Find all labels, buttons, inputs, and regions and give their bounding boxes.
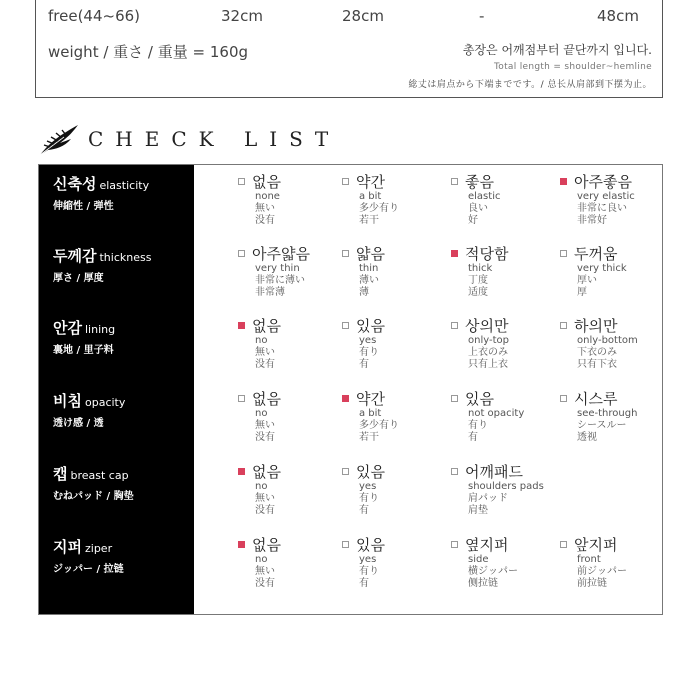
option-label-ko: 아주좋음 [574, 173, 632, 191]
option-translation-line: elastic [468, 191, 501, 202]
size-cell: free(44~66) [48, 7, 141, 25]
checklist-option[interactable] [342, 173, 452, 227]
checkbox-icon[interactable] [238, 178, 245, 185]
option-translation-line: 没有 [255, 578, 275, 589]
checkbox-icon[interactable] [451, 395, 458, 402]
checkbox-icon[interactable] [342, 541, 349, 548]
option-translation-line: 無い [255, 203, 275, 214]
option-translation-line: shoulders pads [468, 481, 544, 492]
row-label-sub: ジッパー / 拉链 [53, 564, 124, 575]
option-translation-line: no [255, 335, 268, 346]
row-label-ko: 지퍼 [53, 538, 82, 556]
option-translation-line: 有り [359, 566, 379, 577]
option-label-ko: 두꺼움 [574, 245, 618, 263]
option-label-ko: 상의만 [465, 317, 509, 335]
size-cell: 48cm [597, 7, 639, 25]
option-translation-line: 非常に良い [577, 203, 627, 214]
checkbox-icon[interactable] [451, 322, 458, 329]
option-heading [451, 173, 561, 191]
option-translation-line: no [255, 408, 268, 419]
option-heading [238, 173, 348, 191]
option-heading [451, 390, 561, 408]
checklist-option[interactable] [238, 173, 348, 227]
option-label-ko: 없음 [252, 463, 281, 481]
row-label-ko: 두께감 [53, 247, 97, 265]
option-translations [468, 335, 561, 371]
checked-box-icon[interactable] [238, 541, 245, 548]
option-translations [359, 554, 452, 590]
option-translation-line: 厚い [577, 275, 597, 286]
option-label-ko: 약간 [356, 173, 385, 191]
checklist-option[interactable] [238, 536, 348, 590]
option-translation-line: 没有 [255, 505, 275, 516]
option-translation-line: very elastic [577, 191, 635, 202]
option-heading [342, 390, 452, 408]
checkbox-icon[interactable] [560, 322, 567, 329]
option-heading [238, 245, 348, 263]
size-row [48, 7, 658, 29]
option-translations [255, 335, 348, 371]
option-label-ko: 있음 [356, 536, 385, 554]
option-translation-line: 多少有り [359, 420, 399, 431]
option-translations [255, 554, 348, 590]
row-label-en: ziper [84, 542, 113, 555]
option-translation-line: シースルー [577, 420, 627, 431]
length-note-ko: 총장은 어깨점부터 끝단까지 입니다. [462, 43, 652, 57]
checklist-option[interactable] [342, 245, 452, 299]
option-translation-line: 肩パッド [468, 493, 508, 504]
option-heading [451, 536, 561, 554]
option-label-ko: 옆지퍼 [465, 536, 509, 554]
option-heading [238, 536, 348, 554]
checklist-row [39, 237, 662, 309]
option-translation-line: none [255, 191, 280, 202]
option-label-ko: 시스루 [574, 390, 618, 408]
option-translations [468, 554, 561, 590]
option-translation-line: 下衣のみ [577, 347, 617, 358]
option-translation-line: 非常好 [577, 215, 607, 226]
option-translation-line: 非常に薄い [255, 275, 305, 286]
option-translation-line: 没有 [255, 215, 275, 226]
option-translations [577, 408, 670, 444]
row-label [53, 173, 149, 212]
checklist-option[interactable] [560, 317, 670, 371]
checked-box-icon[interactable] [238, 468, 245, 475]
option-translation-line: only-top [468, 335, 509, 346]
option-translation-line: front [577, 554, 601, 565]
option-translations [577, 263, 670, 299]
row-label-main [53, 463, 134, 484]
checklist-row [39, 309, 662, 381]
size-cell: 32cm [221, 7, 263, 25]
checklist-table [38, 164, 663, 615]
option-heading [342, 463, 452, 481]
option-heading [342, 173, 452, 191]
option-translation-line: 有 [359, 578, 369, 589]
checkbox-icon[interactable] [451, 178, 458, 185]
option-translations [468, 191, 561, 227]
option-label-ko: 앞지퍼 [574, 536, 618, 554]
option-translation-line: 厚 [577, 287, 587, 298]
option-translation-line: thick [468, 263, 493, 274]
checklist-option[interactable] [238, 463, 348, 517]
checkbox-icon[interactable] [342, 178, 349, 185]
checklist-option[interactable] [238, 245, 348, 299]
option-translation-line: 有 [468, 432, 478, 443]
row-label-sub: 裏地 / 里子料 [53, 345, 114, 356]
option-heading [560, 390, 670, 408]
checkbox-icon[interactable] [451, 468, 458, 475]
option-translations [577, 554, 670, 590]
option-translations [468, 481, 561, 517]
option-translations [577, 191, 670, 227]
option-heading [560, 317, 670, 335]
option-translation-line: 透视 [577, 432, 597, 443]
option-translations [359, 335, 452, 371]
option-label-ko: 있음 [465, 390, 494, 408]
option-translations [255, 263, 348, 299]
checklist-row [39, 455, 662, 527]
option-translations [359, 408, 452, 444]
checklist-row [39, 528, 662, 600]
checklist-row [39, 165, 662, 237]
checkbox-icon[interactable] [238, 250, 245, 257]
length-note-ja: 総丈は肩点から下端までです。/ 总长从肩部到下摆为止。 [408, 80, 652, 90]
checklist-option[interactable] [342, 317, 452, 371]
option-translation-line: 侧拉链 [468, 578, 498, 589]
row-label-ko: 비침 [53, 392, 82, 410]
option-heading [238, 390, 348, 408]
option-translation-line: 有 [359, 505, 369, 516]
option-translation-line: 适度 [468, 287, 488, 298]
checklist-option[interactable] [451, 536, 561, 590]
option-translation-line: thin [359, 263, 379, 274]
option-translation-line: 上衣のみ [468, 347, 508, 358]
option-heading [342, 317, 452, 335]
size-cell: - [479, 7, 485, 25]
checklist-option[interactable] [560, 536, 670, 590]
option-translations [359, 263, 452, 299]
option-translations [468, 263, 561, 299]
option-translation-line: very thick [577, 263, 627, 274]
row-label-ko: 안감 [53, 319, 82, 337]
option-label-ko: 없음 [252, 317, 281, 335]
option-label-ko: 적당함 [465, 245, 509, 263]
option-translation-line: 無い [255, 493, 275, 504]
option-translation-line: see-through [577, 408, 638, 419]
option-translations [359, 191, 452, 227]
option-translation-line: 若干 [359, 215, 379, 226]
checkbox-icon[interactable] [238, 395, 245, 402]
option-label-ko: 없음 [252, 173, 281, 191]
row-label [53, 536, 124, 575]
checklist-option[interactable] [451, 390, 561, 444]
row-label-en: lining [84, 323, 116, 336]
option-heading [238, 317, 348, 335]
option-translation-line: 有り [468, 420, 488, 431]
option-translation-line: yes [359, 554, 377, 565]
option-translation-line: only-bottom [577, 335, 638, 346]
checklist-option[interactable] [342, 463, 452, 517]
checklist-option[interactable] [451, 463, 561, 517]
checklist-option[interactable] [238, 317, 348, 371]
checked-box-icon[interactable] [238, 322, 245, 329]
checked-box-icon[interactable] [342, 395, 349, 402]
option-translations [255, 481, 348, 517]
option-label-ko: 아주얇음 [252, 245, 310, 263]
checklist-option[interactable] [560, 245, 670, 299]
option-translation-line: 有 [359, 359, 369, 370]
option-label-ko: 있음 [356, 463, 385, 481]
weight-text: weight / 重さ / 重量 = 160g [48, 43, 249, 61]
option-label-ko: 어깨패드 [465, 463, 523, 481]
option-translation-line: yes [359, 335, 377, 346]
row-label [53, 317, 115, 356]
option-heading [560, 173, 670, 191]
option-translation-line: 無い [255, 566, 275, 577]
option-translation-line: 薄い [359, 275, 379, 286]
option-heading [451, 245, 561, 263]
checked-box-icon[interactable] [451, 250, 458, 257]
option-translation-line: a bit [359, 191, 382, 202]
row-label-en: breast cap [70, 469, 129, 482]
option-heading [560, 536, 670, 554]
checklist-option[interactable] [451, 173, 561, 227]
row-label-main [53, 317, 115, 338]
option-heading [560, 245, 670, 263]
option-translation-line: 有り [359, 347, 379, 358]
row-label-sub: 伸縮性 / 弹性 [53, 201, 114, 212]
checked-box-icon[interactable] [560, 178, 567, 185]
option-translation-line: 無い [255, 420, 275, 431]
option-label-ko: 있음 [356, 317, 385, 335]
checklist-option[interactable] [560, 390, 670, 444]
option-translation-line: a bit [359, 408, 382, 419]
option-label-ko: 없음 [252, 390, 281, 408]
option-translation-line: 若干 [359, 432, 379, 443]
option-label-ko: 하의만 [574, 317, 618, 335]
checkbox-icon[interactable] [342, 250, 349, 257]
row-label-sub: むねパッド / 胸垫 [53, 491, 134, 502]
option-translation-line: 没有 [255, 359, 275, 370]
checkbox-icon[interactable] [560, 250, 567, 257]
option-translation-line: very thin [255, 263, 300, 274]
option-translation-line: 横ジッパー [468, 566, 518, 577]
row-label-en: elasticity [99, 179, 150, 192]
checkbox-icon[interactable] [342, 468, 349, 475]
option-translation-line: 只有上衣 [468, 359, 508, 370]
option-label-ko: 얇음 [356, 245, 385, 263]
checklist-row [39, 382, 662, 454]
checklist-option[interactable] [560, 173, 670, 227]
checklist-option[interactable] [451, 245, 561, 299]
option-translation-line: 薄 [359, 287, 369, 298]
option-heading [451, 317, 561, 335]
row-label-en: opacity [84, 396, 126, 409]
option-translation-line: 只有下衣 [577, 359, 617, 370]
checkbox-icon[interactable] [560, 541, 567, 548]
option-label-ko: 약간 [356, 390, 385, 408]
checklist-title-text: CHECK LIST [88, 127, 341, 151]
checkbox-icon[interactable] [451, 541, 458, 548]
feather-icon [38, 123, 82, 157]
option-label-ko: 없음 [252, 536, 281, 554]
option-translation-line: 丁度 [468, 275, 488, 286]
row-label-sub: 厚さ / 厚度 [53, 273, 104, 284]
size-cell: 28cm [342, 7, 384, 25]
option-translation-line: 没有 [255, 432, 275, 443]
length-note-en: Total length = shoulder~hemline [494, 62, 652, 72]
option-heading [238, 463, 348, 481]
option-translation-line: 前拉链 [577, 578, 607, 589]
option-heading [342, 245, 452, 263]
option-translation-line: yes [359, 481, 377, 492]
checklist-option[interactable] [342, 536, 452, 590]
option-translation-line: side [468, 554, 489, 565]
option-translation-line: no [255, 481, 268, 492]
row-label [53, 390, 125, 429]
row-label-main [53, 536, 124, 557]
checkbox-icon[interactable] [560, 395, 567, 402]
option-translation-line: 多少有り [359, 203, 399, 214]
option-translation-line: no [255, 554, 268, 565]
size-info-box [35, 0, 663, 98]
row-label [53, 463, 134, 502]
row-label [53, 245, 151, 284]
row-label-main [53, 390, 125, 411]
checkbox-icon[interactable] [342, 322, 349, 329]
checklist-option[interactable] [238, 390, 348, 444]
option-translation-line: not opacity [468, 408, 525, 419]
option-heading [451, 463, 561, 481]
row-label-en: thickness [99, 251, 152, 264]
option-translations [468, 408, 561, 444]
option-translation-line: 良い [468, 203, 488, 214]
option-translation-line: 前ジッパー [577, 566, 627, 577]
row-label-main [53, 245, 151, 266]
option-translation-line: 肩垫 [468, 505, 488, 516]
row-label-ko: 캡 [53, 465, 68, 483]
checklist-option[interactable] [342, 390, 452, 444]
option-translation-line: 非常薄 [255, 287, 285, 298]
option-translation-line: 有り [359, 493, 379, 504]
row-label-main [53, 173, 149, 194]
checklist-option[interactable] [451, 317, 561, 371]
row-label-sub: 透け感 / 透 [53, 418, 104, 429]
option-translations [359, 481, 452, 517]
option-heading [342, 536, 452, 554]
option-translations [255, 408, 348, 444]
option-label-ko: 좋음 [465, 173, 494, 191]
row-label-ko: 신축성 [53, 175, 97, 193]
option-translation-line: 好 [468, 215, 478, 226]
option-translation-line: 無い [255, 347, 275, 358]
option-translations [577, 335, 670, 371]
option-translations [255, 191, 348, 227]
